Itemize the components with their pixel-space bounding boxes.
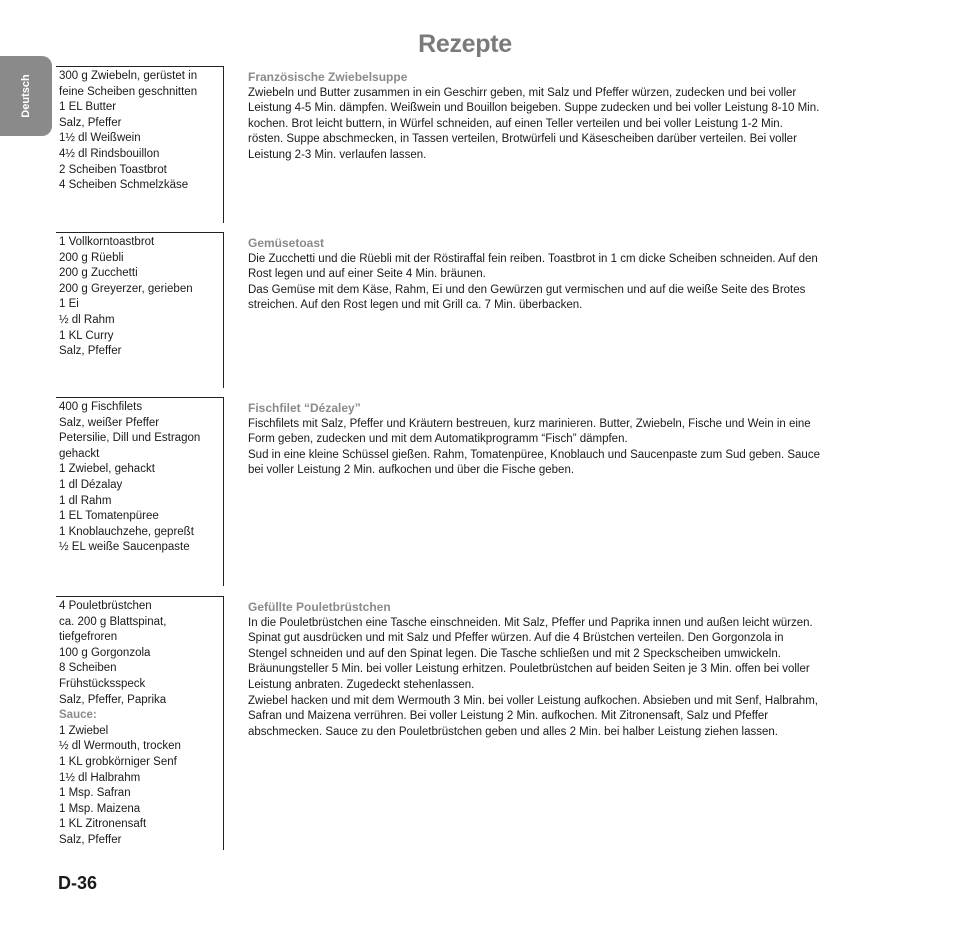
ingredient-item: gehackt (59, 447, 100, 460)
ingredient-item: Salz, weißer Pfeffer (59, 416, 160, 429)
language-tab (0, 56, 52, 136)
ingredient-item: 1½ dl Weißwein (59, 132, 141, 145)
ingredient-item: 2 Scheiben Toastbrot (59, 163, 167, 176)
ingredient-item: 100 g Gorgonzola (59, 646, 151, 659)
ingredient-list (56, 397, 224, 586)
ingredient-item: 1 KL Zitronensaft (59, 818, 147, 831)
ingredient-item: 300 g Zwiebeln, gerüstet in (59, 70, 198, 82)
recipe-instructions: Zwiebeln und Butter zusammen in ein Geschirr geben, mit Salz und Pfeffer würzen, zudecken und bei voller Leistung 4-5 Min. dämpfen. Weißwein und Bouillon beigeben. Suppe zudecken und bei voller Leistung 8-10 Min. kochen. Brot leicht buttern, in Würfel schneiden, auf einen Teller verteilen und bei voller Leistung 1-2 Min. rösten. Suppe abschmecken, in Tassen verteilen, Brotwürfeli und Käsescheiben darüber verteilen. Bei voller Leistung 2-3 Min. verlaufen lassen. (248, 86, 820, 161)
ingredient-item: ½ dl Wermouth, trocken (59, 740, 181, 753)
ingredient-item: Salz, Pfeffer (59, 116, 122, 129)
recipe-content (248, 397, 872, 479)
ingredient-item: 1 KL Curry (59, 329, 114, 342)
ingredient-item: 4½ dl Rindsbouillon (59, 147, 160, 160)
recipe-content (248, 66, 872, 164)
language-tab-label: Deutsch (20, 74, 32, 118)
recipe-title: Gemüsetoast (248, 236, 325, 250)
ingredient-item: 400 g Fischfilets (59, 401, 143, 413)
ingredient-item: 1 Zwiebel (59, 724, 109, 737)
ingredient-item: ca. 200 g Blattspinat, (59, 615, 167, 628)
ingredient-item: 1 Zwiebel, gehackt (59, 463, 155, 476)
ingredient-item: 1 dl Rahm (59, 494, 112, 507)
ingredient-list (56, 66, 224, 223)
ingredient-item: Frühstücksspeck (59, 677, 146, 690)
recipe-instructions: Die Zucchetti und die Rüebli mit der Röstiraffal fein reiben. Toastbrot in 1 cm dicke Scheiben schneiden. Auf den Rost legen und auf einer Seite 4 Min. bräunen. Das Gemüse mit dem Käse, Rahm, Ei und den Gewürzen gut vermischen und auf die weiße Seite des Brotes streichen. Auf den Rost legen und mit Grill ca. 7 Min. überbacken. (248, 252, 818, 312)
ingredient-item: Salz, Pfeffer (59, 833, 122, 846)
page-number: D-36 (58, 873, 98, 893)
ingredient-item: feine Scheiben geschnitten (59, 85, 198, 98)
recipe-title: Gefüllte Pouletbrüstchen (248, 600, 391, 614)
ingredient-list (56, 232, 224, 388)
ingredient-item: 200 g Greyerzer, gerieben (59, 282, 193, 295)
ingredient-item: 4 Scheiben Schmelzkäse (59, 179, 189, 192)
ingredient-item: 1 EL Butter (59, 101, 117, 114)
ingredient-item: 1 dl Dézalay (59, 478, 123, 491)
ingredient-item: 4 Pouletbrüstchen (59, 600, 152, 612)
ingredient-item: 1 Knoblauchzehe, gepreßt (59, 525, 194, 538)
sauce-heading: Sauce: (59, 709, 97, 722)
ingredient-list (56, 596, 224, 850)
ingredient-item: 1 Msp. Safran (59, 787, 131, 800)
ingredient-item: Salz, Pfeffer (59, 345, 122, 358)
ingredient-item: 8 Scheiben (59, 662, 117, 675)
ingredient-item: Salz, Pfeffer, Paprika (59, 693, 167, 706)
recipe-content (248, 596, 872, 740)
ingredient-item: ½ dl Rahm (59, 313, 115, 326)
recipe-title: Fischfilet “Dézaley” (248, 401, 361, 415)
ingredient-item: ½ EL weiße Saucenpaste (59, 541, 190, 554)
ingredient-item: 1 KL grobkörniger Senf (59, 755, 177, 768)
recipe-instructions: In die Pouletbrüstchen eine Tasche einschneiden. Mit Salz, Pfeffer und Paprika innen und außen leicht würzen. Spinat gut ausdrücken und mit Salz und Pfeffer würzen. Auf die 4 Brüstchen verteilen. Den Gorgonzola in Stengel schneiden und auf den Spinat legen. Die Tasche schließen und mit 2 Speckscheiben umwickeln. Bräunungsteller 5 Min. bei voller Leistung erhitzen. Pouletbrüstchen auf beiden Seiten je 3 Min. offen bei voller Leistung anbraten. Zugedeckt stehenlassen. Zwiebel hacken und mit dem Wermouth 3 Min. bei voller Leistung aufkochen. Absieben und mit Senf, Halbrahm, Safran und Maizena verrühren. Bei voller Leistung 2 Min. aufkochen. Mit Zitronensaft, Salz und Pfeffer abschmecken. Sauce zu den Pouletbrüstchen geben und alles 2 Min. bei halber Leistung ziehen lassen. (248, 616, 818, 738)
ingredient-item: Petersilie, Dill und Estragon (59, 432, 201, 445)
ingredient-item: 1 Vollkorntoastbrot (59, 236, 155, 248)
ingredient-item: 1 Ei (59, 298, 79, 311)
page-title: Rezepte (418, 30, 512, 58)
recipe-content (248, 232, 872, 314)
recipe-title: Französische Zwiebelsuppe (248, 70, 408, 84)
ingredient-item: 1 Msp. Maizena (59, 802, 141, 815)
ingredient-item: 200 g Rüebli (59, 251, 124, 264)
ingredient-item: 200 g Zucchetti (59, 267, 138, 280)
ingredient-item: 1 EL Tomatenpüree (59, 510, 159, 523)
ingredient-item: tiefgefroren (59, 631, 118, 644)
ingredient-item: 1½ dl Halbrahm (59, 771, 141, 784)
recipe-instructions: Fischfilets mit Salz, Pfeffer und Kräutern bestreuen, kurz marinieren. Butter, Zwiebeln, Fische und Wein in eine Form geben, zudecken und mit dem Automatikprogramm “Fisch” dämpfen. Sud in eine kleine Schüssel gießen. Rahm, Tomatenpüree, Knoblauch und Saucenpaste zum Sud geben. Sauce bei voller Leistung 2 Min. aufkochen und über die Fische geben. (248, 417, 820, 477)
